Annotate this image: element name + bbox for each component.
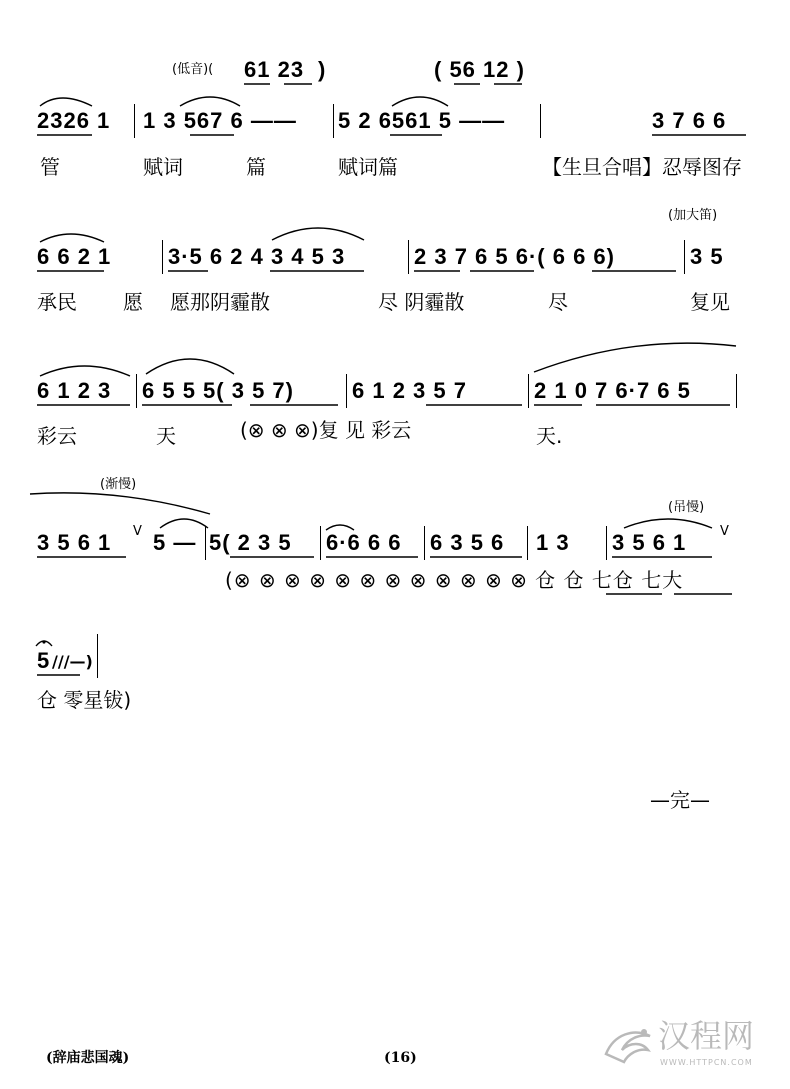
lyric: 愿那阴霾散	[170, 290, 270, 314]
lyric: (⊗ ⊗ ⊗)复 见 彩云	[240, 418, 412, 442]
intro-notes-2: ( 56 12 )	[434, 57, 525, 82]
row4-measure-1: 3 5 6 1	[37, 530, 112, 555]
slur	[40, 98, 92, 106]
percussion-ending: 仓 零星钹)	[37, 688, 132, 712]
tempo-annotation-hanging: (吊慢)	[668, 500, 705, 515]
lyric: 彩云	[37, 424, 77, 448]
row2-measure-3: 2 3 7 6 5 6·( 6 6 6)	[414, 244, 615, 269]
row2-measure-4: 3 5	[690, 244, 724, 269]
slur	[40, 366, 130, 376]
watermark-url: WWW.HTTPCN.COM	[660, 1058, 753, 1067]
slur	[624, 519, 712, 528]
lyric: 天.	[536, 424, 563, 448]
row4-measure-5: 1 3	[536, 530, 570, 555]
lyric: 承民	[37, 290, 77, 314]
bass-annotation: (低音)(	[172, 62, 214, 77]
lyric: 愿	[123, 290, 143, 314]
footer-title: (辞庙悲国魂)	[46, 1050, 130, 1066]
slur	[160, 519, 208, 528]
slur	[534, 343, 736, 372]
lyric-role-marker: 【生旦合唱】忍辱图存	[542, 155, 742, 179]
row5-tail: ///—)	[52, 652, 93, 671]
row2-measure-1: 6 6 2 1	[37, 244, 112, 269]
row3-measure-1: 6 1 2 3	[37, 378, 112, 403]
bass-intro-notes: 61 23	[244, 57, 305, 82]
lyric: 天	[156, 424, 176, 448]
bass-intro-close: )	[318, 57, 327, 82]
row4-measure-3: 6·6 6 6	[326, 530, 402, 555]
row1-measure-3: 5 2 6561 5 ——	[338, 108, 506, 133]
slur	[326, 525, 354, 530]
row5-measure-1: 5	[37, 648, 51, 673]
tempo-annotation-gradual: (渐慢)	[100, 477, 137, 492]
lyric: 尽	[548, 290, 568, 314]
percussion-line: (⊗ ⊗ ⊗ ⊗ ⊗ ⊗ ⊗ ⊗ ⊗ ⊗ ⊗ ⊗ 仓 仓 七仓 七大	[225, 568, 684, 592]
lyric: 篇	[246, 155, 266, 179]
lyric: 赋词	[143, 155, 183, 179]
lyric: 管	[40, 155, 60, 179]
row3-measure-3: 6 1 2 3 5 7	[352, 378, 467, 403]
row1-measure-2: 1 3 567 6 ——	[143, 108, 297, 133]
row1-measure-1: 2326 1	[37, 108, 111, 133]
lyric: 尽 阴霾散	[378, 290, 465, 314]
slur	[40, 234, 104, 242]
flute-annotation: (加大笛)	[668, 208, 718, 223]
slur	[30, 493, 210, 514]
row3-measure-2: 6 5 5 5( 3 5 7)	[142, 378, 294, 403]
row3-measure-4: 2 1 0 7 6·7 6 5	[534, 378, 691, 403]
breath-mark: V	[720, 524, 729, 539]
end-mark: —完—	[650, 788, 710, 812]
page-number: (16)	[384, 1050, 417, 1066]
row2-measure-2: 3·5 6 2 4 3 4 5 3	[168, 244, 346, 269]
slur	[272, 228, 364, 240]
row4-measure-4: 6 3 5 6	[430, 530, 505, 555]
lyric: 赋词篇	[338, 155, 398, 179]
slur	[392, 97, 448, 106]
row4-measure-2: 5( 2 3 5	[209, 530, 292, 555]
breath-mark: V	[133, 524, 142, 539]
watermark-text: 汉程网	[658, 1017, 755, 1055]
lyric: 复见	[690, 290, 730, 314]
slur	[180, 97, 240, 106]
row4-measure-6: 3 5 6 1	[612, 530, 687, 555]
row1-measure-4: 3 7 6 6	[652, 108, 727, 133]
slur	[146, 359, 234, 374]
row4-measure-1b: 5 —	[153, 530, 197, 555]
